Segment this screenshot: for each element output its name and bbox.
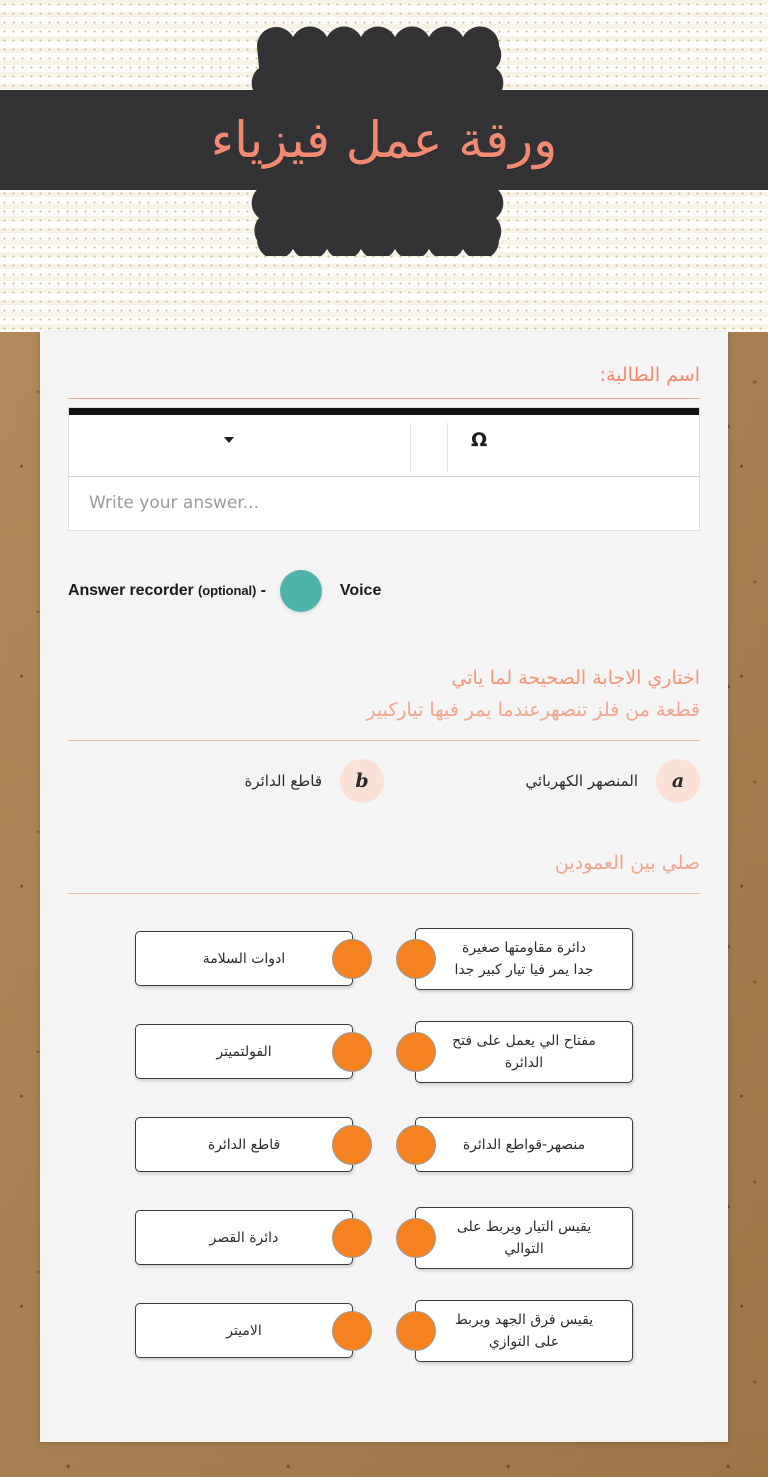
editor-top-bar [69, 408, 699, 415]
match-connector-knob[interactable] [396, 1311, 436, 1351]
toolbar-separator [410, 423, 411, 471]
page-title: ورقة عمل فيزياء [210, 111, 558, 169]
matching-item-left[interactable] [135, 1210, 353, 1265]
matching-item-left[interactable] [135, 1024, 353, 1079]
voice-label: Voice [339, 582, 382, 599]
matching-item-left[interactable] [135, 1303, 353, 1358]
worksheet-card [40, 332, 728, 1442]
mcq-divider [68, 740, 700, 741]
mcq-choice-b[interactable] [68, 759, 384, 803]
matching-item-right[interactable] [415, 1300, 633, 1362]
matching-item-text: دائرة مقاومتها صغيرة جدا يمر فيا تيار كبير جدا [454, 939, 594, 978]
matching-divider [68, 893, 700, 894]
mcq-question-text: قطعة من فلز تنصهرعندما يمر فيها تياركبير [366, 699, 700, 721]
page-header [0, 0, 768, 332]
match-connector-knob[interactable] [396, 1218, 436, 1258]
mcq-question-block [68, 662, 700, 803]
match-connector-knob[interactable] [332, 1311, 372, 1351]
matching-question-block [68, 847, 700, 1377]
match-connector-knob[interactable] [332, 1218, 372, 1258]
matching-item-text: قاطع الدائرة [207, 1136, 281, 1153]
matching-item-right[interactable] [415, 1117, 633, 1172]
editor-toolbar [69, 415, 699, 477]
matching-item-right[interactable] [415, 1021, 633, 1083]
matching-item-text: يقيس فرق الجهد ويربط على التوازي [454, 1311, 594, 1350]
rich-text-editor [68, 407, 700, 531]
matching-item-text: الفولتميتر [216, 1043, 272, 1060]
choice-bullet-a[interactable]: a [656, 759, 700, 803]
matching-item-right[interactable] [415, 928, 633, 990]
matching-rows [68, 912, 700, 1377]
choice-bullet-b[interactable]: b [340, 759, 384, 803]
matching-item-text: مفتاح الي يعمل على فتح الدائرة [452, 1032, 596, 1071]
chevron-down-icon[interactable] [224, 437, 234, 443]
student-name-divider [68, 398, 700, 399]
mcq-instruction: اختاري الاجابة الصحيحة لما ياتي [451, 667, 700, 689]
match-connector-knob[interactable] [396, 939, 436, 979]
matching-row [68, 1098, 700, 1191]
mcq-choice-a[interactable] [384, 759, 700, 803]
matching-item-text: يقيس التيار ويربط على التوالي [456, 1218, 592, 1257]
matching-item-left[interactable] [135, 931, 353, 986]
matching-item-left[interactable] [135, 1117, 353, 1172]
matching-row [68, 1284, 700, 1377]
matching-item-text: دائرة القصر [209, 1229, 279, 1246]
matching-row [68, 912, 700, 1005]
match-connector-knob[interactable] [332, 939, 372, 979]
answer-recorder-dash: - [260, 582, 266, 599]
matching-row [68, 1191, 700, 1284]
matching-item-text: ادوات السلامة [202, 950, 286, 967]
matching-item-text: الاميتر [226, 1322, 262, 1339]
answer-recorder-label [68, 582, 266, 600]
answer-recorder-title: Answer recorder [68, 582, 194, 599]
choice-label-b: قاطع الدائرة [244, 772, 322, 790]
student-name-label: اسم الطالبة: [599, 364, 700, 386]
matching-item-right[interactable] [415, 1207, 633, 1269]
matching-row [68, 1005, 700, 1098]
match-connector-knob[interactable] [332, 1125, 372, 1165]
choice-label-a: المنصهر الكهربائي [525, 772, 638, 790]
match-connector-knob[interactable] [332, 1032, 372, 1072]
omega-symbol-icon[interactable]: Ω [471, 429, 488, 451]
matching-item-text: منصهر-قواطع الدائرة [462, 1136, 586, 1153]
microphone-icon[interactable] [280, 570, 322, 612]
matching-instruction: صلي بين العمودين [554, 852, 700, 874]
answer-recorder-optional: (optional) [198, 583, 257, 598]
answer-input[interactable] [69, 477, 699, 530]
answer-recorder-row [68, 568, 700, 614]
match-connector-knob[interactable] [396, 1125, 436, 1165]
match-connector-knob[interactable] [396, 1032, 436, 1072]
toolbar-separator [447, 423, 448, 471]
mcq-choices [68, 759, 700, 803]
